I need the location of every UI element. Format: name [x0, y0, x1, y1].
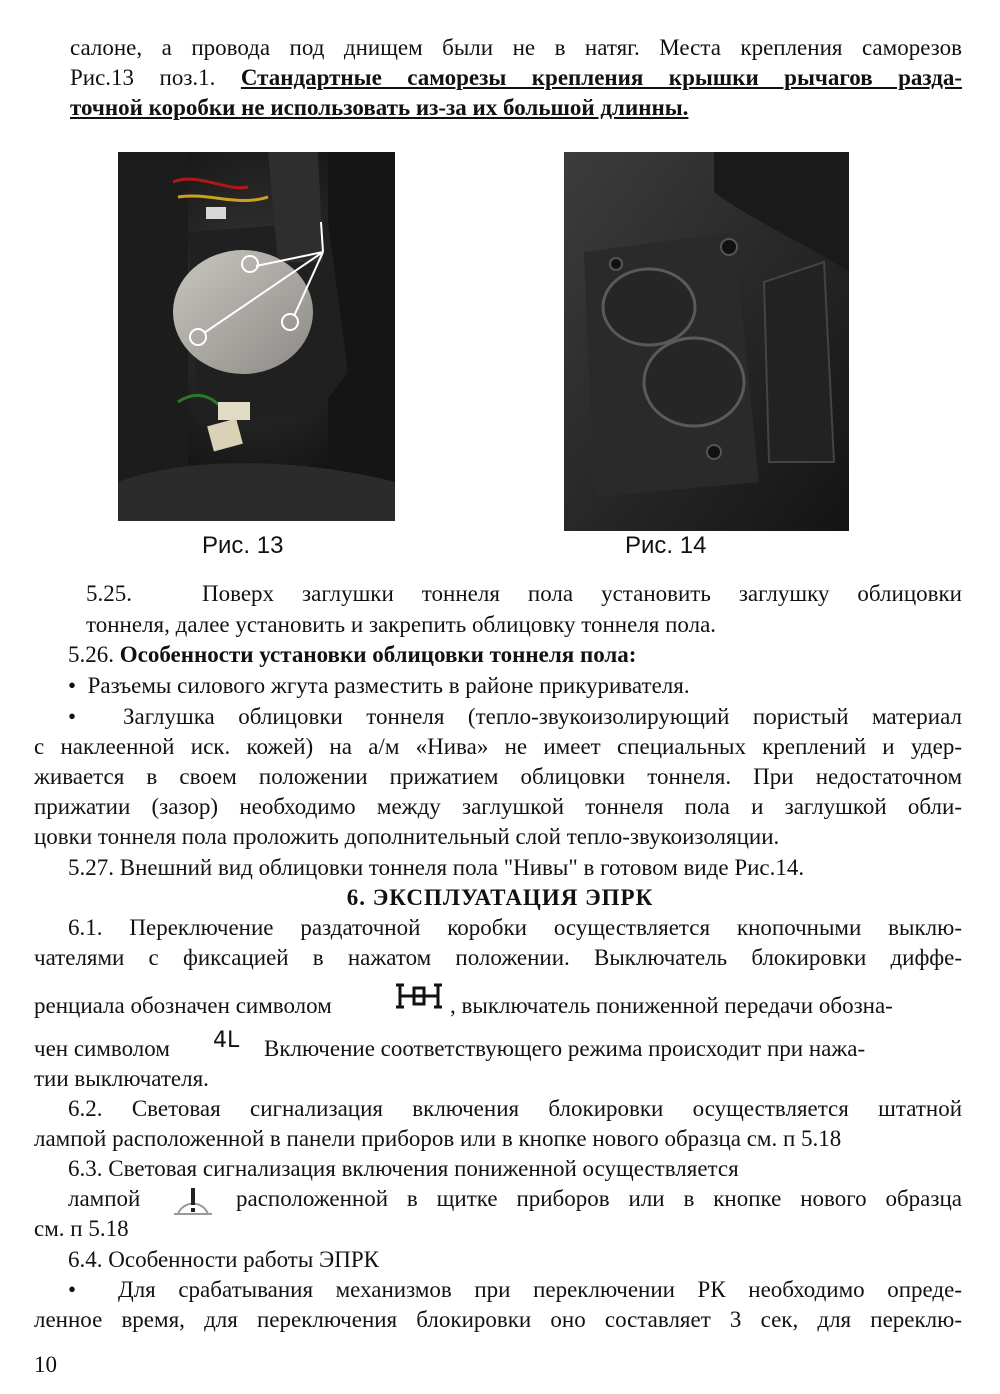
bullet-icon: • [68, 1277, 77, 1302]
bullet-item [68, 671, 690, 701]
page-number: 10 [34, 1352, 57, 1377]
clause-6-2-line-1: 6.2. Световая сигнализация включения блокировки осуществляется штатной [68, 1096, 962, 1121]
bullet-icon: • [68, 704, 124, 729]
bullet-text: Заглушка облицовки тоннеля (тепло-звукоизолирующий пористый материал [123, 704, 962, 729]
diff-lock-symbol-icon [396, 982, 442, 1010]
figure-14-caption: Рис. 14 [625, 532, 707, 559]
clause-6-1-line-3a: ренциала обозначен символом [34, 993, 332, 1018]
bullet-text: Разъемы силового жгута разместить в районе прикуривателя. [87, 673, 690, 698]
bullet-item-2-line-2: с наклеенной иск. кожей) на а/м «Нива» не имеет специальных креплений и удер- [34, 734, 962, 759]
clause-6-1-line-1: 6.1. Переключение раздаточной коробки осуществляется кнопочными выклю- [68, 915, 962, 940]
intro-line-1: салоне, а провода под днищем были не в натяг. Места крепления саморезов [70, 35, 962, 60]
figure-13-photo [118, 152, 395, 521]
section-6-heading: 6. ЭКСПЛУАТАЦИЯ ЭПРК [346, 885, 654, 910]
clause-5-26-number: 5.26. [68, 642, 120, 667]
intro-warning-cont: точной коробки не использовать из-за их большой длинны. [70, 95, 689, 120]
intro-line-2 [70, 63, 962, 93]
warning-lamp-icon [172, 1182, 214, 1216]
intro-warning: Стандартные саморезы крепления крышки рычагов разда- [240, 65, 962, 90]
clause-6-3-line-2a: лампой [68, 1186, 141, 1211]
clause-6-1-line-4b: Включение соответствующего режима происходит при нажа- [264, 1036, 866, 1061]
clause-6-4-bullet-line-1: Для срабатывания механизмов при переключении РК необходимо опреде- [118, 1277, 962, 1302]
bullet-item-2-line-4: прижатии (зазор) необходимо между заглушкой тоннеля пола и заглушкой обли- [34, 794, 962, 819]
bullet-item-2-line-1 [68, 702, 962, 732]
intro-figure-ref: Рис.13 поз.1. [70, 65, 241, 90]
clause-6-1-line-5: тии выключателя. [34, 1066, 209, 1091]
clause-6-1-line-2: чателями с фиксацией в нажатом положении. Выключатель блокировки диффе- [34, 945, 962, 970]
clause-6-3-line-3: см. п 5.18 [34, 1216, 129, 1241]
figure-14-photo [564, 152, 849, 531]
clause-6-4-bullet-line-2: ленное время, для переключения блокировки оно составляет 3 сек, для переклю- [34, 1307, 962, 1332]
clause-6-2-line-2: лампой расположенной в панели приборов или в кнопке нового образца см. п 5.18 [34, 1126, 842, 1151]
clause-6-4: 6.4. Особенности работы ЭПРК [68, 1247, 379, 1272]
clause-5-26-title: Особенности установки облицовки тоннеля пола: [119, 642, 637, 667]
clause-5-26 [68, 640, 636, 670]
bullet-icon: • [68, 673, 88, 698]
clause-5-25-line-1: Поверх заглушки тоннеля пола установить заглушку облицовки [202, 581, 962, 606]
clause-5-27: 5.27. Внешний вид облицовки тоннеля пола "Нивы" в готовом виде Рис.14. [68, 855, 805, 880]
clause-6-3-line-1: 6.3. Световая сигнализация включения пониженной осуществляется [68, 1156, 739, 1181]
clause-6-1-line-4a: чен символом [34, 1036, 170, 1061]
bullet-item-2-line-3: живается в своем положении прижатием облицовки тоннеля. При недостаточном [34, 764, 962, 789]
bullet-item-2-line-5: цовки тоннеля пола проложить дополнительный слой тепло-звукоизоляции. [34, 824, 780, 849]
low-gear-4l-symbol: 4L [213, 1028, 240, 1053]
clause-5-25-number: 5.25. [86, 581, 132, 606]
clause-5-25-line-2: тоннеля, далее установить и закрепить облицовку тоннеля пола. [86, 612, 717, 637]
figure-13-caption: Рис. 13 [202, 532, 284, 559]
clause-6-1-line-3b: , выключатель пониженной передачи обозна- [450, 993, 893, 1018]
clause-6-3-line-2b: расположенной в щитке приборов или в кнопке нового образца [236, 1186, 962, 1211]
